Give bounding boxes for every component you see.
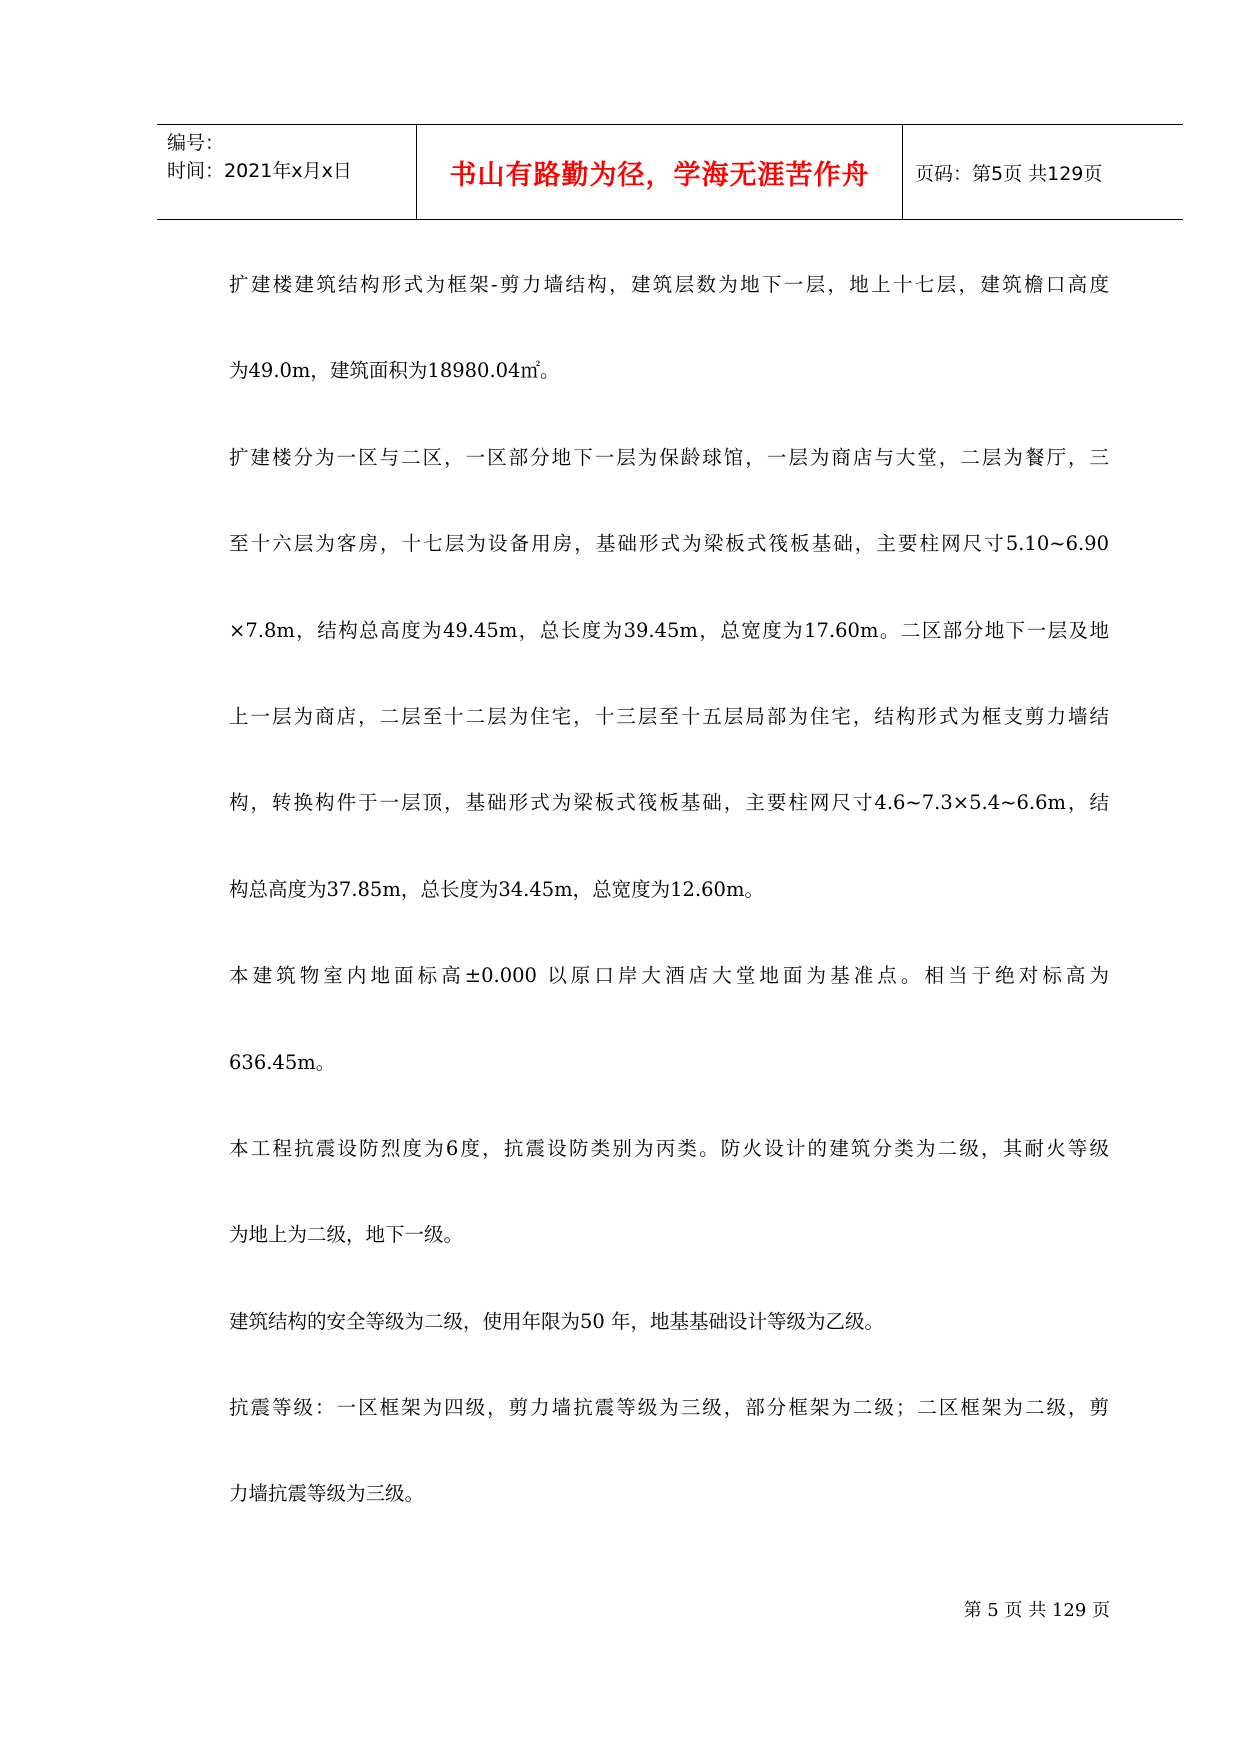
body-line: 本工程抗震设防烈度为6度，抗震设防类别为丙类。防火设计的建筑分类为二级，其耐火等级 xyxy=(229,1136,1109,1160)
body-line: 扩建楼建筑结构形式为框架-剪力墙结构，建筑层数为地下一层，地上十七层，建筑檐口高度 xyxy=(229,273,1109,296)
body-line: 本建筑物室内地面标高±0.000 以原口岸大酒店大堂地面为基准点。相当于绝对标高为 xyxy=(229,964,1109,988)
document-body xyxy=(229,258,1109,1554)
body-line: 构，转换构件于一层顶，基础形式为梁板式筏板基础，主要柱网尺寸4.6~7.3×5.4~6.6m，结 xyxy=(229,791,1109,815)
body-line: 建筑结构的安全等级为二级，使用年限为50 年，地基基础设计等级为乙级。 xyxy=(229,1309,885,1333)
header-meta xyxy=(157,125,417,219)
body-line: 为49.0m，建筑面积为18980.04㎡。 xyxy=(229,359,560,383)
document-number-label: 编号： xyxy=(167,132,225,154)
body-line: 至十六层为客房，十七层为设备用房，基础形式为梁板式筏板基础，主要柱网尺寸5.10~6.90 xyxy=(229,532,1109,556)
body-line: 构总高度为37.85m，总长度为34.45m，总宽度为12.60m。 xyxy=(229,877,764,901)
body-line: 力墙抗震等级为三级。 xyxy=(229,1482,425,1506)
body-line: 抗震等级：一区框架为四级，剪力墙抗震等级为三级，部分框架为二级；二区框架为二级，剪 xyxy=(229,1396,1109,1420)
header-motto: 书山有路勤为径，学海无涯苦作舟 xyxy=(417,125,903,219)
header-page-info: 页码：第5页 共129页 xyxy=(915,162,1103,185)
page-header xyxy=(157,124,1183,220)
body-line: 上一层为商店，二层至十二层为住宅，十三层至十五层局部为住宅，结构形式为框支剪力墙结 xyxy=(229,704,1109,728)
body-line: 扩建楼分为一区与二区，一区部分地下一层为保龄球馆，一层为商店与大堂，二层为餐厅，三 xyxy=(229,445,1109,469)
body-line: ×7.8m，结构总高度为49.45m，总长度为39.45m，总宽度为17.60m。二区部分地下一层及地 xyxy=(229,618,1109,642)
body-line: 为地上为二级，地下一级。 xyxy=(229,1223,464,1247)
body-line: 636.45m。 xyxy=(229,1050,336,1074)
document-date: 时间：2021年x月x日 xyxy=(167,160,352,182)
page-footer: 第 5 页 共 129 页 xyxy=(963,1600,1110,1621)
